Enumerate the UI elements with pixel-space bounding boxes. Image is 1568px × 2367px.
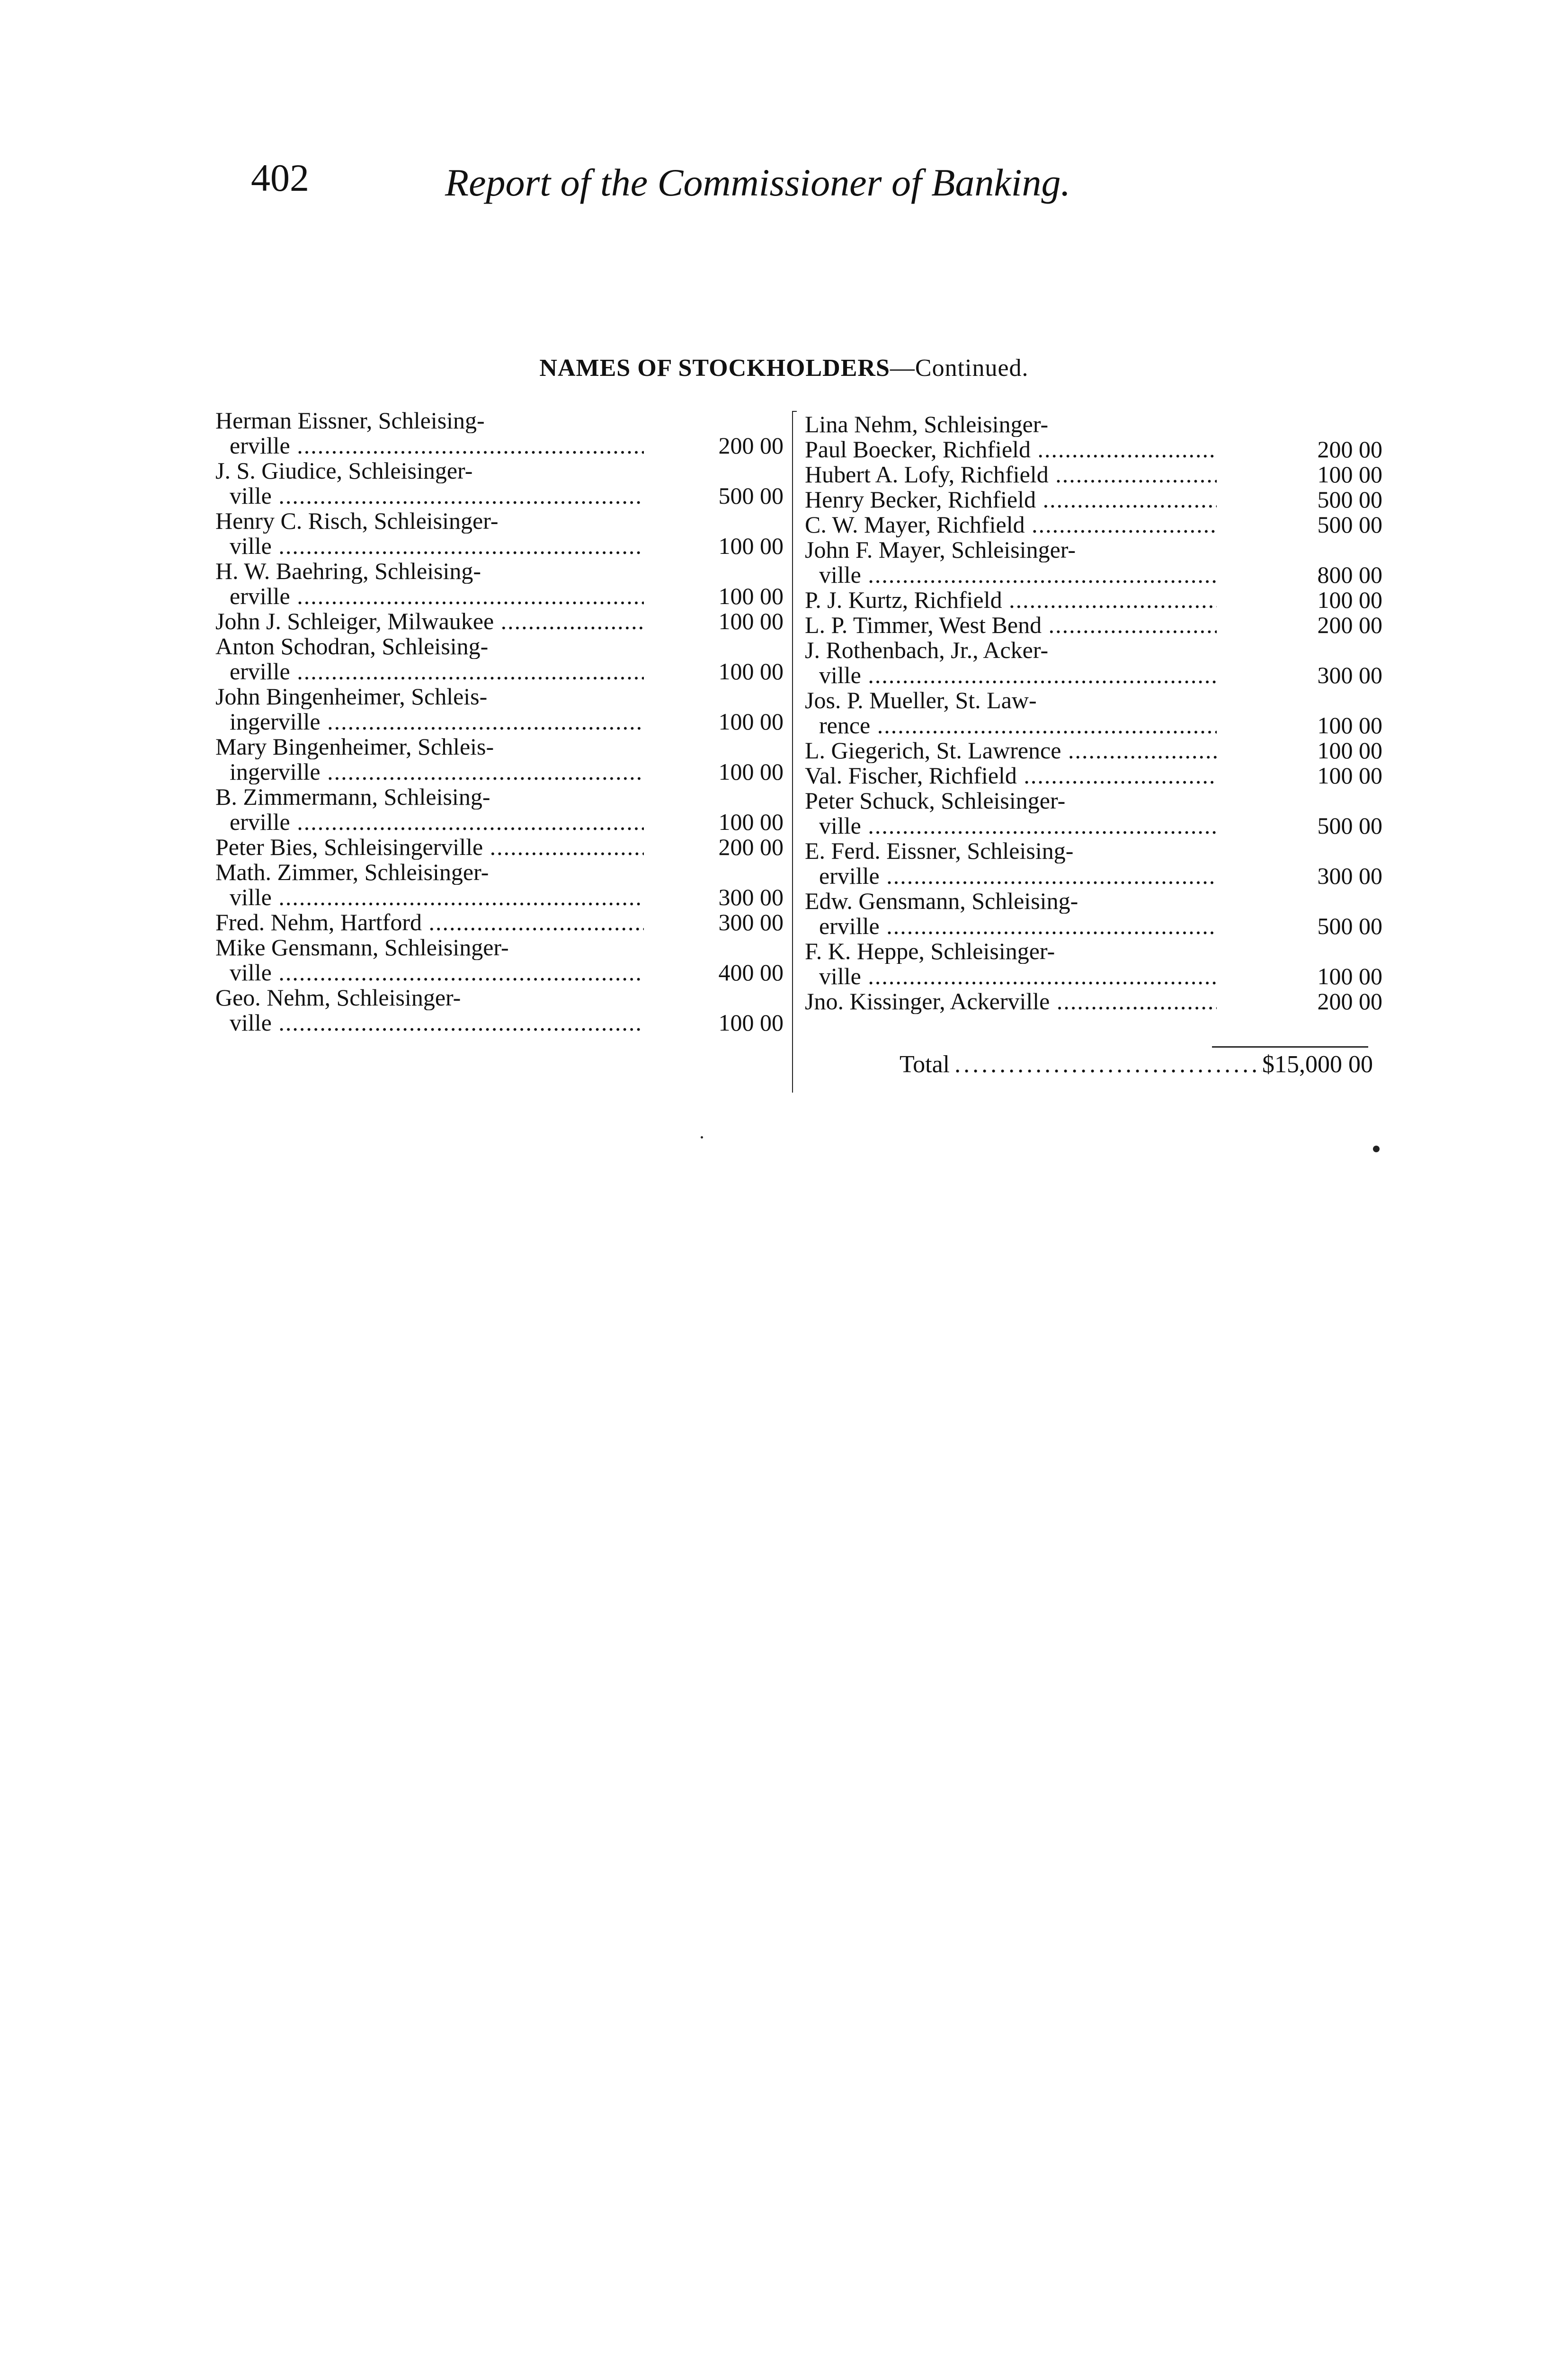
stockholder-name-continuation: erville ..... <box>805 914 1217 939</box>
share-amount: 100 00 <box>1317 461 1382 488</box>
stockholders-left-column <box>215 408 784 1035</box>
stockholder-entry <box>215 559 784 609</box>
share-amount: 100 00 <box>1317 587 1382 613</box>
stockholder-name-continuation: erville ..... <box>215 659 644 684</box>
stockholder-name <box>215 458 644 508</box>
share-amount: 800 00 <box>1317 561 1382 588</box>
stockholder-name <box>215 508 644 559</box>
share-amount: 100 00 <box>718 608 784 634</box>
share-amount: 200 00 <box>1317 612 1382 638</box>
stockholder-entry <box>215 609 784 634</box>
print-speck <box>1373 1146 1380 1152</box>
stockholder-name <box>805 437 1217 462</box>
stockholder-name <box>805 763 1217 788</box>
share-amount: 400 00 <box>718 959 784 986</box>
stockholder-name <box>805 788 1217 838</box>
stockholder-name-line: John F. Mayer, Schleisinger- <box>805 537 1076 562</box>
share-amount: 500 00 <box>1317 486 1382 513</box>
stockholder-entry <box>215 684 784 734</box>
stockholder-entry <box>805 838 1382 889</box>
stockholder-name-continuation: rence ..... <box>805 713 1217 738</box>
stockholder-name-line: Jos. P. Mueller, St. Law- <box>805 688 1037 713</box>
share-amount: 100 00 <box>718 533 784 559</box>
share-amount: 100 00 <box>718 583 784 609</box>
stockholder-name <box>805 738 1217 763</box>
stockholder-name <box>215 559 644 609</box>
share-amount: 300 00 <box>718 909 784 935</box>
stockholder-name <box>805 889 1217 939</box>
stockholder-name-line: Lina Nehm, Schleisinger- <box>805 412 1049 437</box>
share-amount: 300 00 <box>718 884 784 910</box>
stockholder-name <box>805 939 1217 989</box>
stockholder-entry <box>805 889 1382 939</box>
stockholder-entry <box>215 910 784 935</box>
stockholder-name <box>805 688 1217 738</box>
total-leader-dots <box>950 1052 1262 1077</box>
stockholder-name <box>215 684 644 734</box>
stockholder-entry <box>805 412 1382 437</box>
stockholder-name-line: H. W. Baehring, Schleising- <box>215 559 481 584</box>
stockholder-name-line: Peter Schuck, Schleisinger- <box>805 788 1066 813</box>
stockholder-name-continuation: erville ..... <box>215 433 644 458</box>
share-amount: 100 00 <box>1317 712 1382 739</box>
stockholder-entry <box>805 512 1382 537</box>
stockholder-name <box>215 609 644 634</box>
stockholder-entry <box>215 985 784 1035</box>
stockholder-name-continuation: ingerville ..... <box>215 759 644 784</box>
stockholder-name-line: J. Rothenbach, Jr., Acker- <box>805 638 1049 663</box>
share-amount: 200 00 <box>1317 436 1382 463</box>
stockholder-name <box>805 462 1217 487</box>
stockholder-name-line: E. Ferd. Eissner, Schleising- <box>805 838 1074 863</box>
share-amount: 300 00 <box>1317 662 1382 688</box>
stockholder-name-continuation: ville ..... <box>805 562 1217 587</box>
stockholder-entry <box>805 738 1382 763</box>
stockholder-name-continuation: ville ..... <box>215 534 644 559</box>
stockholder-name-line: P. J. Kurtz, Richfield ..... <box>805 587 1217 613</box>
stockholder-name <box>805 512 1217 537</box>
stockholder-name-line: Henry Becker, Richfield ..... <box>805 487 1217 512</box>
share-amount: 200 00 <box>1317 988 1382 1014</box>
stockholder-name-line: Henry C. Risch, Schleisinger- <box>215 508 499 534</box>
stockholder-name <box>215 408 644 458</box>
stockholder-name <box>215 935 644 985</box>
stockholder-entry <box>215 860 784 910</box>
total-rule <box>1212 1046 1368 1048</box>
stockholder-name-continuation: ville ..... <box>215 885 644 910</box>
stockholder-entry <box>215 935 784 985</box>
share-amount: 100 00 <box>1317 762 1382 789</box>
stockholder-name <box>215 784 644 835</box>
stockholder-name <box>805 487 1217 512</box>
stockholder-name <box>805 613 1217 638</box>
stockholder-name-line: Hubert A. Lofy, Richfield ..... <box>805 462 1217 487</box>
stockholder-entry <box>215 458 784 508</box>
share-amount: 100 00 <box>718 758 784 785</box>
stockholder-name-line: F. K. Heppe, Schleisinger- <box>805 939 1055 964</box>
stockholder-entry <box>805 537 1382 587</box>
stockholders-right-column <box>805 412 1382 1014</box>
stockholder-name <box>215 985 644 1035</box>
stockholder-name-continuation: erville ..... <box>215 810 644 835</box>
stockholder-name-line: John J. Schleiger, Milwaukee ..... <box>215 609 644 634</box>
stockholder-entry <box>805 989 1382 1014</box>
stockholder-name-line: John Bingenheimer, Schleis- <box>215 684 488 709</box>
stockholder-name-continuation: ville ..... <box>805 663 1217 688</box>
stockholder-name-continuation: erville ..... <box>805 863 1217 889</box>
print-speck <box>701 1136 703 1139</box>
stockholder-name <box>805 838 1217 889</box>
stockholder-name-line: Math. Zimmer, Schleisinger- <box>215 860 489 885</box>
stockholder-name-line: Mary Bingenheimer, Schleis- <box>215 734 494 759</box>
section-title-suffix: —Continued. <box>890 355 1029 382</box>
stockholder-name-continuation: ville ..... <box>805 964 1217 989</box>
section-title <box>0 356 1568 381</box>
stockholder-name <box>805 412 1217 437</box>
stockholder-entry <box>805 638 1382 688</box>
stockholder-entry <box>805 487 1382 512</box>
share-amount: 100 00 <box>1317 737 1382 764</box>
stockholder-name-line: Paul Boecker, Richfield ..... <box>805 437 1217 462</box>
share-amount: 500 00 <box>1317 812 1382 839</box>
stockholder-name <box>805 989 1217 1014</box>
stockholder-name-line: Peter Bies, Schleisingerville ..... <box>215 835 644 860</box>
stockholder-name-continuation: ville ..... <box>215 960 644 985</box>
share-amount: 500 00 <box>718 482 784 509</box>
stockholder-name <box>805 587 1217 613</box>
stockholder-entry <box>805 437 1382 462</box>
stockholder-name-line: B. Zimmermann, Schleising- <box>215 784 490 810</box>
stockholder-name-line: Geo. Nehm, Schleisinger- <box>215 985 461 1010</box>
stockholder-name-line: L. P. Timmer, West Bend ..... <box>805 613 1217 638</box>
stockholder-name <box>215 835 644 860</box>
stockholder-entry <box>215 408 784 458</box>
stockholder-entry <box>805 587 1382 613</box>
stockholder-entry <box>215 784 784 835</box>
stockholder-name-line: J. S. Giudice, Schleisinger- <box>215 458 473 483</box>
stockholder-entry <box>215 734 784 784</box>
stockholder-name-continuation: ville ..... <box>805 813 1217 838</box>
running-head: Report of the Commissioner of Banking. <box>445 161 1071 204</box>
share-amount: 100 00 <box>718 708 784 735</box>
stockholder-entry <box>805 939 1382 989</box>
stockholder-name-line: Herman Eissner, Schleising- <box>215 408 485 433</box>
stockholder-name-line: Jno. Kissinger, Ackerville ..... <box>805 989 1217 1014</box>
total-value: $15,000 00 <box>1262 1051 1373 1078</box>
stockholder-name <box>215 910 644 935</box>
stockholder-name <box>805 537 1217 587</box>
stockholder-name-continuation: ingerville ..... <box>215 709 644 734</box>
stockholder-entry <box>805 613 1382 638</box>
stockholder-name-line: C. W. Mayer, Richfield ..... <box>805 512 1217 537</box>
stockholder-name <box>805 638 1217 688</box>
total-label: Total <box>900 1051 950 1078</box>
column-divider-hook <box>792 411 797 412</box>
share-amount: 100 00 <box>718 658 784 685</box>
share-amount: 200 00 <box>718 432 784 459</box>
total-row <box>900 1052 1373 1077</box>
stockholder-name-continuation: erville ..... <box>215 584 644 609</box>
share-amount: 500 00 <box>1317 511 1382 538</box>
stockholder-name-continuation: ville ..... <box>215 1010 644 1035</box>
share-amount: 100 00 <box>718 1009 784 1036</box>
stockholder-entry <box>215 835 784 860</box>
stockholder-name-line: Fred. Nehm, Hartford ..... <box>215 910 644 935</box>
share-amount: 500 00 <box>1317 913 1382 939</box>
stockholder-entry <box>215 634 784 684</box>
stockholder-entry <box>805 462 1382 487</box>
stockholder-entry <box>805 763 1382 788</box>
stockholder-entry <box>805 788 1382 838</box>
stockholder-name-line: Val. Fischer, Richfield ..... <box>805 763 1217 788</box>
stockholder-name-line: Edw. Gensmann, Schleising- <box>805 889 1078 914</box>
share-amount: 200 00 <box>718 834 784 860</box>
share-amount: 100 00 <box>1317 963 1382 989</box>
stockholder-name-line: L. Giegerich, St. Lawrence ..... <box>805 738 1217 763</box>
stockholder-entry <box>805 688 1382 738</box>
stockholder-name <box>215 734 644 784</box>
share-amount: 300 00 <box>1317 863 1382 889</box>
share-amount: 100 00 <box>718 809 784 835</box>
stockholder-name-line: Mike Gensmann, Schleisinger- <box>215 935 509 960</box>
page-number: 402 <box>251 156 309 199</box>
stockholder-name <box>215 860 644 910</box>
stockholder-name-line: Anton Schodran, Schleising- <box>215 634 489 659</box>
section-title-caps: NAMES OF STOCKHOLDERS <box>539 355 890 382</box>
stockholder-name-continuation: ville ..... <box>215 483 644 508</box>
stockholder-entry <box>215 508 784 559</box>
column-divider <box>792 411 793 1093</box>
stockholder-name <box>215 634 644 684</box>
